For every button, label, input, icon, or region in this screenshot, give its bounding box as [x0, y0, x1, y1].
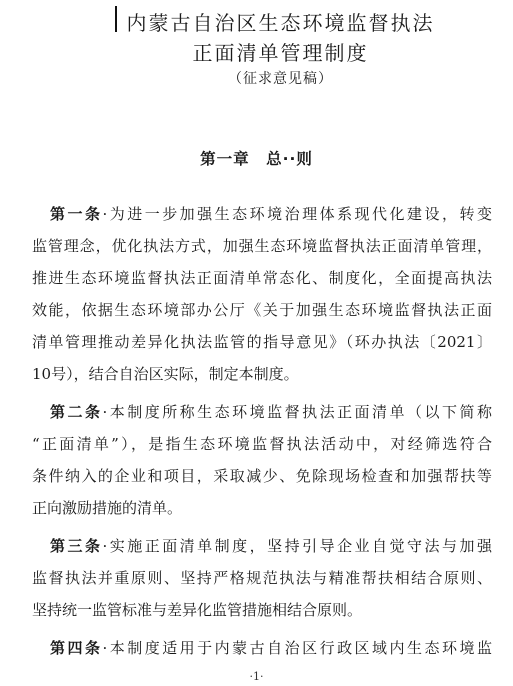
document-title-line-1: 内蒙古自治区生态环境监督执法 [126, 11, 435, 35]
article-3-text: ·实施正面清单制度，坚持引导企业自觉守法与加强 [102, 537, 492, 555]
article-1-line-1 [50, 205, 492, 223]
article-1-line-3: 推进生态环境监督执法正面清单常态化、制度化，全面提高执法 [32, 269, 492, 287]
article-4-line-1 [50, 639, 492, 657]
article-1-label: 第一条 [50, 205, 103, 223]
article-4-text: ·本制度适用于内蒙古自治区行政区域内生态环境监 [102, 639, 492, 657]
article-2-text: ·本制度所称生态环境监督执法正面清单（以下简称 [102, 403, 492, 421]
page-number: ·1· [249, 670, 264, 683]
article-2-line-1 [50, 403, 492, 421]
article-1-line-5: 清单管理推动差异化执法监管的指导意见》（环办执法〔2021〕 [32, 333, 492, 351]
article-3-line-1 [50, 537, 492, 555]
article-1-line-6: 10号），结合自治区实际，制定本制度。 [32, 365, 299, 383]
article-2-label: 第二条 [50, 403, 103, 421]
article-1-line-4: 效能，依据生态环境部办公厅《关于加强生态环境监督执法正面 [32, 301, 492, 319]
article-1-text: ·为进一步加强生态环境治理体系现代化建设，转变 [102, 205, 492, 223]
article-3-line-3: 坚持统一监管标准与差异化监管措施相结合原则。 [32, 601, 363, 619]
article-4-label: 第四条 [50, 639, 103, 657]
chapter-heading: 第一章 总··则 [200, 150, 313, 168]
article-2-line-2: “正面清单”），是指生态环境监督执法活动中，对经筛选符合 [32, 435, 492, 453]
article-3-line-2: 监督执法并重原则、坚持严格规范执法与精准帮扶相结合原则、 [32, 569, 492, 587]
document-subtitle: （征求意见稿） [228, 71, 333, 87]
document-title-line-2: 正面清单管理制度 [192, 41, 369, 65]
article-1-line-2: 监管理念，优化执法方式，加强生态环境监督执法正面清单管理， [32, 237, 492, 255]
article-3-label: 第三条 [50, 537, 103, 555]
article-2-line-3: 条件纳入的企业和项目，采取减少、免除现场检查和加强帮扶等 [32, 467, 492, 485]
article-2-line-4: 正向激励措施的清单。 [32, 499, 183, 517]
